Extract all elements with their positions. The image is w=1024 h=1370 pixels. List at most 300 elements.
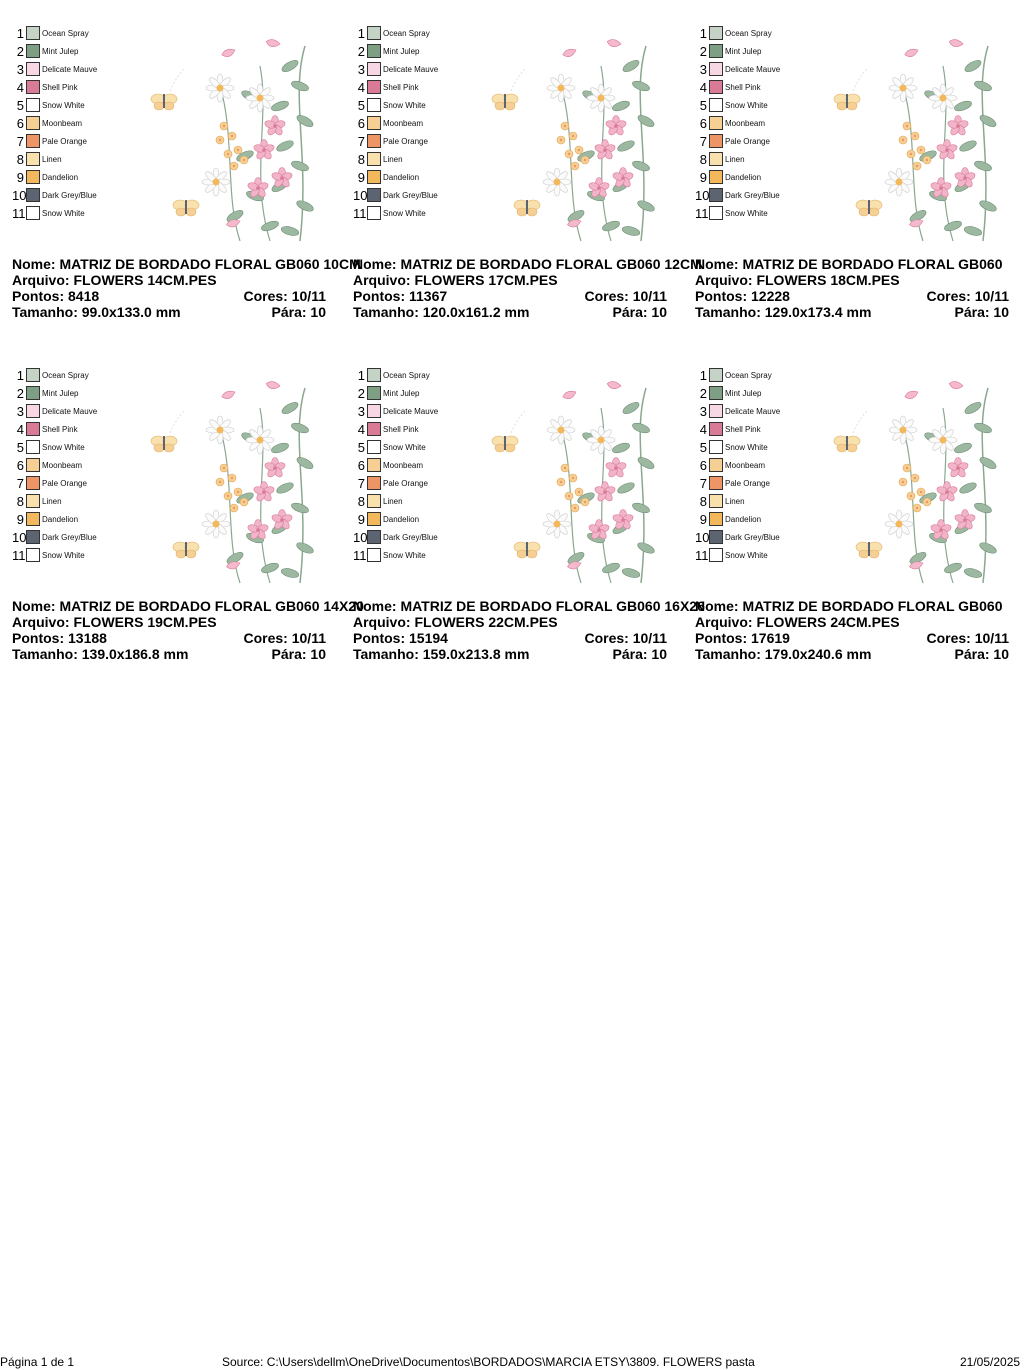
legend-item [695,152,835,170]
embroidery-preview-image [481,378,659,586]
legend-number: 3 [357,404,365,419]
legend-color-name: Snow White [42,209,85,218]
size-label: Tamanho: [12,304,78,320]
legend-number: 3 [357,62,365,77]
color-swatch [367,26,381,40]
stitch-count: 12228 [751,288,790,304]
size-label: Tamanho: [695,646,761,662]
design-card [695,26,1024,348]
color-swatch [26,44,40,58]
legend-number: 9 [357,512,365,527]
file-name: FLOWERS 19CM.PES [73,614,217,630]
stitches-label: Pontos: [353,630,406,646]
legend-number: 10 [353,530,368,545]
legend-color-name: Dandelion [42,173,79,182]
colors-label: Cores: [926,288,971,304]
stitch-count: 13188 [68,630,107,646]
legend-number: 11 [353,548,367,563]
color-swatch [367,512,381,526]
legend-number: 6 [357,458,365,473]
legend-number: 10 [695,530,710,545]
design-size: 129.0x173.4 mm [764,304,872,320]
legend-item [12,116,152,134]
color-swatch [709,548,723,562]
design-size: 120.0x161.2 mm [422,304,530,320]
design-name: MATRIZ DE BORDADO FLORAL GB060 16X26 [400,598,705,614]
legend-color-name: Moonbeam [42,461,83,470]
legend-number: 9 [16,170,24,185]
legend-color-name: Delicate Mauve [383,407,439,416]
legend-color-name: Snow White [383,101,426,110]
design-name-line [12,256,361,272]
color-swatch [367,458,381,472]
color-swatch [367,188,381,202]
colors-label: Cores: [926,630,971,646]
file-name: FLOWERS 17CM.PES [414,272,558,288]
legend-color-name: Delicate Mauve [383,65,439,74]
file-name: FLOWERS 18CM.PES [756,272,900,288]
legend-item [353,188,493,206]
legend-item [12,188,152,206]
legend-color-name: Linen [383,155,403,164]
colors-info [243,630,326,646]
color-swatch [367,80,381,94]
size-line [12,646,342,662]
legend-item [12,548,152,566]
legend-color-name: Ocean Spray [725,29,772,38]
legend-item [12,206,152,224]
stitch-count: 15194 [409,630,448,646]
legend-color-name: Dark Grey/Blue [383,533,438,542]
design-size: 99.0x133.0 mm [81,304,181,320]
stops-count: 10 [310,646,326,662]
legend-color-name: Pale Orange [383,479,428,488]
color-swatch [709,494,723,508]
design-card [353,26,702,348]
color-swatch [26,368,40,382]
colors-count: 10/11 [291,630,326,646]
legend-item [12,62,152,80]
stitches-label: Pontos: [12,288,65,304]
color-swatch [367,206,381,220]
color-swatch [709,152,723,166]
color-swatch [367,152,381,166]
legend-color-name: Delicate Mauve [725,407,781,416]
stops-count: 10 [651,646,667,662]
color-swatch [709,404,723,418]
legend-color-name: Mint Julep [42,47,79,56]
legend-number: 6 [357,116,365,131]
legend-number: 6 [699,458,707,473]
legend-item [695,170,835,188]
legend-color-name: Ocean Spray [725,371,772,380]
name-label: Nome: [353,598,397,614]
stops-count: 10 [310,304,326,320]
legend-number: 8 [16,152,24,167]
legend-number: 1 [16,26,24,41]
color-swatch [367,368,381,382]
legend-item [695,44,835,62]
legend-color-name: Mint Julep [42,389,79,398]
design-name: MATRIZ DE BORDADO FLORAL GB060 12CM [400,256,702,272]
stops-info [613,304,668,320]
legend-color-name: Shell Pink [725,425,761,434]
color-swatch [367,476,381,490]
design-name: MATRIZ DE BORDADO FLORAL GB060 14X20 [59,598,364,614]
legend-item [353,152,493,170]
legend-color-name: Linen [383,497,403,506]
legend-item [695,98,835,116]
color-swatch [26,530,40,544]
legend-color-name: Snow White [42,551,85,560]
color-swatch [709,386,723,400]
legend-item [12,440,152,458]
legend-number: 8 [699,152,707,167]
legend-color-name: Shell Pink [42,425,78,434]
legend-item [12,170,152,188]
legend-number: 1 [16,368,24,383]
legend-color-name: Moonbeam [42,119,83,128]
color-swatch [367,170,381,184]
legend-color-name: Dandelion [383,515,420,524]
design-card [12,26,361,348]
legend-color-name: Ocean Spray [42,371,89,380]
legend-item [12,512,152,530]
name-label: Nome: [695,256,739,272]
legend-color-name: Delicate Mauve [42,407,98,416]
legend-number: 3 [16,404,24,419]
legend-item [695,368,835,386]
color-swatch [26,458,40,472]
design-info [12,256,361,320]
legend-item [695,494,835,512]
legend-item [353,440,493,458]
legend-item [695,422,835,440]
legend-color-name: Mint Julep [383,47,420,56]
legend-color-name: Pale Orange [725,479,770,488]
design-info [695,256,1024,320]
legend-number: 8 [16,494,24,509]
legend-number: 11 [12,548,26,563]
legend-number: 7 [357,134,365,149]
stitches-label: Pontos: [695,630,748,646]
legend-item [695,386,835,404]
size-line [12,304,342,320]
color-swatch [26,422,40,436]
legend-number: 2 [16,44,24,59]
color-swatch [367,98,381,112]
legend-item [353,62,493,80]
embroidery-preview-image [140,36,318,244]
color-swatch [709,116,723,130]
legend-item [695,458,835,476]
embroidery-preview-image [823,378,1001,586]
stops-count: 10 [993,646,1009,662]
design-info [695,598,1024,662]
design-name-line [695,598,1024,614]
legend-color-name: Snow White [725,443,768,452]
color-swatch [26,206,40,220]
colors-count: 10/11 [974,288,1009,304]
legend-item [353,494,493,512]
stitch-count: 8418 [68,288,100,304]
legend-item [695,512,835,530]
stops-info [272,304,327,320]
legend-item [353,530,493,548]
legend-color-name: Dark Grey/Blue [42,191,97,200]
legend-color-name: Snow White [42,443,85,452]
legend-color-name: Delicate Mauve [42,65,98,74]
name-label: Nome: [12,598,56,614]
legend-color-name: Shell Pink [725,83,761,92]
legend-color-name: Snow White [383,209,426,218]
legend-item [12,134,152,152]
stops-info [613,646,668,662]
legend-color-name: Dark Grey/Blue [383,191,438,200]
legend-color-name: Dandelion [725,173,762,182]
legend-number: 10 [695,188,710,203]
color-swatch [367,530,381,544]
legend-number: 6 [16,458,24,473]
legend-color-name: Moonbeam [725,461,766,470]
stops-label: Pára: [612,646,648,662]
size-line [695,646,1024,662]
legend-number: 4 [357,80,365,95]
legend-number: 10 [12,530,27,545]
legend-color-name: Snow White [383,443,426,452]
color-swatch [367,440,381,454]
legend-color-name: Shell Pink [383,425,419,434]
page-number: Página 1 de 1 [0,1355,75,1369]
file-line [695,272,1024,288]
legend-item [12,26,152,44]
legend-item [12,152,152,170]
legend-item [353,422,493,440]
legend-item [12,494,152,512]
color-swatch [709,26,723,40]
legend-item [353,512,493,530]
legend-number: 8 [357,494,365,509]
colors-label: Cores: [243,288,288,304]
stops-info [955,304,1010,320]
stitch-count: 17619 [751,630,790,646]
legend-item [12,80,152,98]
design-size: 179.0x240.6 mm [764,646,872,662]
design-card [695,368,1024,690]
legend-color-name: Dandelion [725,515,762,524]
colors-count: 10/11 [974,630,1009,646]
legend-number: 7 [699,476,707,491]
color-swatch [709,476,723,490]
legend-number: 4 [357,422,365,437]
color-swatch [367,404,381,418]
legend-number: 11 [695,206,709,221]
legend-number: 8 [699,494,707,509]
legend-item [353,404,493,422]
legend-number: 5 [16,440,24,455]
legend-number: 1 [357,368,365,383]
color-swatch [709,422,723,436]
legend-color-name: Dark Grey/Blue [725,533,780,542]
file-label: Arquivo: [12,272,70,288]
color-swatch [367,116,381,130]
file-name: FLOWERS 14CM.PES [73,272,217,288]
color-swatch [367,422,381,436]
color-swatch [709,188,723,202]
source-path: Source: C:\Users\dellm\OneDrive\Documentos\BORDADOS\MARCIA ETSY\3809. FLOWERS pasta [222,1355,755,1369]
legend-number: 3 [16,62,24,77]
color-swatch [709,134,723,148]
legend-number: 2 [357,386,365,401]
color-swatch [26,80,40,94]
legend-number: 5 [357,98,365,113]
legend-number: 3 [699,404,707,419]
legend-color-name: Delicate Mauve [725,65,781,74]
legend-color-name: Pale Orange [725,137,770,146]
legend-color-name: Pale Orange [42,479,87,488]
legend-number: 4 [16,422,24,437]
stops-count: 10 [651,304,667,320]
color-swatch [26,62,40,76]
stops-label: Pára: [271,646,307,662]
colors-info [926,288,1009,304]
file-line [12,614,342,630]
legend-color-name: Shell Pink [42,83,78,92]
stops-info [272,646,327,662]
legend-item [353,44,493,62]
colors-count: 10/11 [632,288,667,304]
stitch-count: 11367 [409,288,448,304]
file-line [12,272,342,288]
legend-item [353,206,493,224]
embroidery-preview-image [140,378,318,586]
legend-color-name: Moonbeam [383,119,424,128]
name-label: Nome: [695,598,739,614]
legend-item [695,206,835,224]
color-swatch [26,548,40,562]
legend-item [12,458,152,476]
file-name: FLOWERS 22CM.PES [414,614,558,630]
legend-number: 4 [699,422,707,437]
stops-label: Pára: [271,304,307,320]
stops-label: Pára: [612,304,648,320]
design-info [353,256,702,320]
legend-color-name: Mint Julep [725,389,762,398]
size-label: Tamanho: [353,304,419,320]
stitches-line [353,630,683,646]
stitches-line [353,288,683,304]
legend-item [12,476,152,494]
legend-number: 5 [699,98,707,113]
legend-color-name: Snow White [42,101,85,110]
color-swatch [26,440,40,454]
legend-number: 5 [699,440,707,455]
legend-number: 3 [699,62,707,77]
stops-count: 10 [993,304,1009,320]
legend-number: 7 [357,476,365,491]
stitches-label: Pontos: [12,630,65,646]
color-swatch [709,62,723,76]
legend-number: 2 [699,386,707,401]
legend-color-name: Ocean Spray [42,29,89,38]
colors-info [243,288,326,304]
legend-item [12,530,152,548]
legend-item [353,476,493,494]
design-info [353,598,705,662]
legend-color-name: Dandelion [42,515,79,524]
colors-label: Cores: [243,630,288,646]
colors-label: Cores: [584,288,629,304]
color-swatch [709,440,723,454]
legend-number: 1 [699,26,707,41]
legend-color-name: Mint Julep [725,47,762,56]
file-label: Arquivo: [695,272,753,288]
size-label: Tamanho: [12,646,78,662]
legend-color-name: Moonbeam [383,461,424,470]
color-swatch [26,98,40,112]
colors-count: 10/11 [291,288,326,304]
design-card [353,368,705,690]
file-line [353,614,683,630]
legend-item [695,476,835,494]
colors-info [584,288,667,304]
legend-number: 1 [357,26,365,41]
design-size: 139.0x186.8 mm [81,646,189,662]
color-swatch [26,116,40,130]
file-name: FLOWERS 24CM.PES [756,614,900,630]
legend-item [353,386,493,404]
design-card [12,368,364,690]
colors-label: Cores: [584,630,629,646]
legend-number: 2 [357,44,365,59]
size-line [353,304,683,320]
design-name-line [695,256,1024,272]
name-label: Nome: [12,256,56,272]
legend-number: 6 [16,116,24,131]
legend-color-name: Linen [42,497,62,506]
legend-color-name: Dark Grey/Blue [725,191,780,200]
color-swatch [26,170,40,184]
color-swatch [367,494,381,508]
color-swatch [26,512,40,526]
embroidery-preview-image [481,36,659,244]
embroidery-preview-image [823,36,1001,244]
design-name-line [353,598,705,614]
file-label: Arquivo: [695,614,753,630]
legend-item [695,440,835,458]
color-swatch [709,458,723,472]
legend-item [12,404,152,422]
legend-number: 2 [16,386,24,401]
legend-color-name: Snow White [725,209,768,218]
legend-number: 5 [16,98,24,113]
legend-color-name: Ocean Spray [383,371,430,380]
color-swatch [709,98,723,112]
design-name: MATRIZ DE BORDADO FLORAL GB060 [742,598,1003,614]
legend-color-name: Moonbeam [725,119,766,128]
color-swatch [26,188,40,202]
legend-color-name: Linen [42,155,62,164]
colors-info [584,630,667,646]
legend-item [695,134,835,152]
legend-item [12,98,152,116]
color-swatch [26,404,40,418]
stops-label: Pára: [954,304,990,320]
design-name: MATRIZ DE BORDADO FLORAL GB060 [742,256,1003,272]
legend-color-name: Linen [725,155,745,164]
legend-number: 11 [12,206,26,221]
stitches-line [12,288,342,304]
